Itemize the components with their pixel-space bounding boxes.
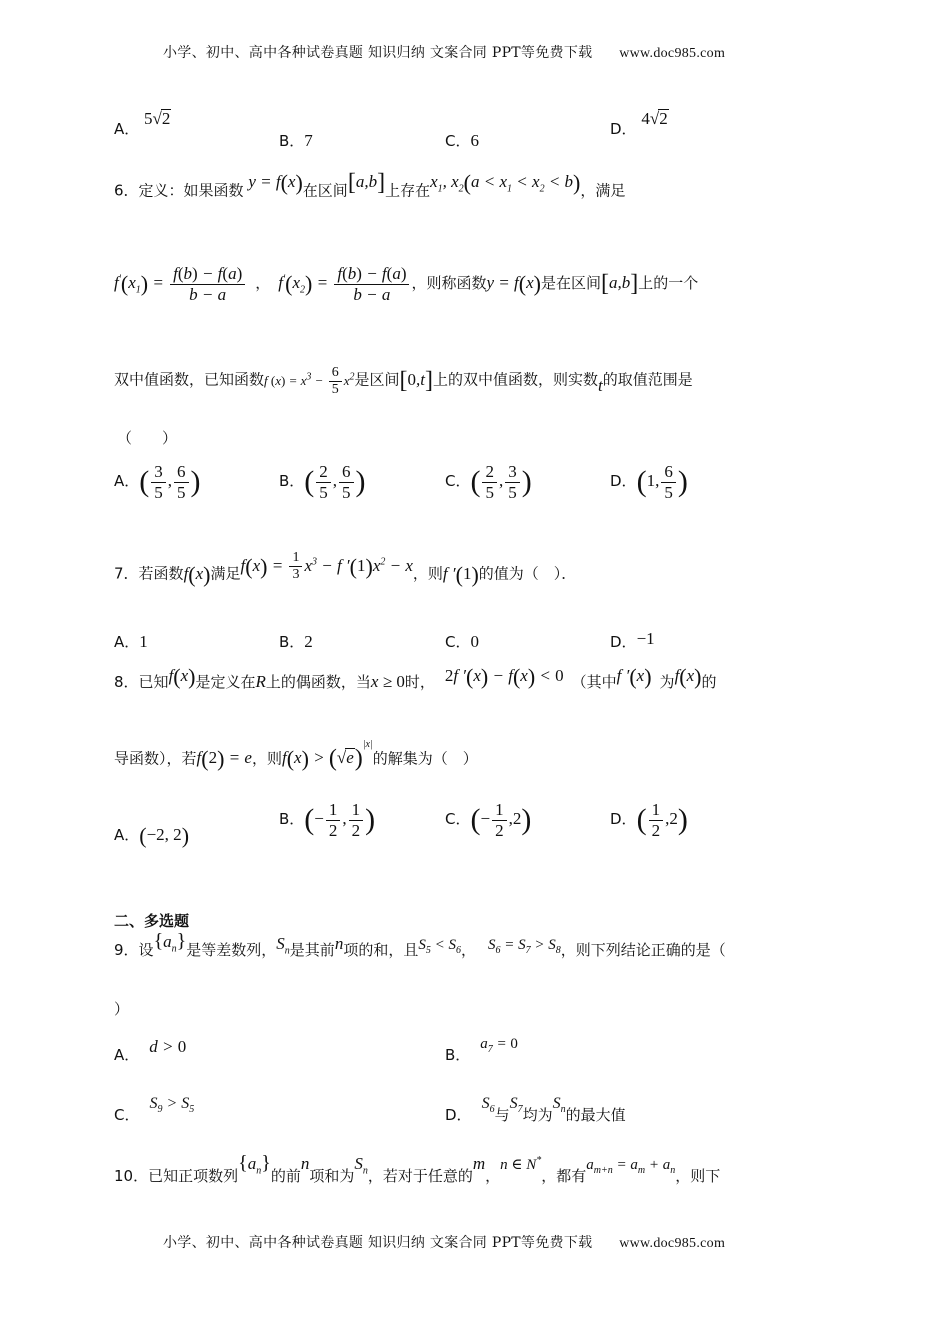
q9-paren-close: ） bbox=[114, 1000, 130, 1018]
option-value: $S_9 > S_5$ bbox=[149, 1095, 195, 1116]
text: 的解集为（ ） bbox=[372, 749, 478, 768]
formula: $S_n$ bbox=[354, 1154, 368, 1177]
option-value: 6 bbox=[470, 131, 479, 150]
q7-option-b bbox=[279, 631, 313, 652]
formula: y = f(x) bbox=[248, 170, 303, 196]
formula: $S_6 = S_7 > S_8$ bbox=[487, 937, 561, 956]
option-label: A． bbox=[114, 825, 140, 844]
q6-line-3 bbox=[114, 365, 693, 398]
text: 的最大值 bbox=[565, 1106, 626, 1124]
option-label: C． bbox=[114, 1106, 140, 1124]
formula: m bbox=[472, 1154, 486, 1173]
option-value: −1 bbox=[636, 629, 655, 648]
q9-option-c bbox=[114, 1092, 195, 1124]
q7-option-d bbox=[610, 631, 655, 652]
option-label: B． bbox=[279, 132, 305, 150]
option-label: D． bbox=[445, 1106, 472, 1124]
text: ，则 bbox=[412, 564, 443, 583]
option-label: D． bbox=[610, 633, 637, 651]
q5-option-d bbox=[610, 109, 669, 139]
formula: f ′(x) bbox=[616, 664, 652, 689]
text: 的前 bbox=[270, 1167, 301, 1185]
formula: [a,b] bbox=[600, 270, 639, 297]
q8-line-2 bbox=[114, 738, 478, 773]
formula: $a_{m+n} = a_m + a_n$ bbox=[586, 1157, 676, 1176]
text: 的取值范围是 bbox=[602, 370, 693, 389]
question-number: 8． bbox=[114, 672, 139, 691]
text: ，则 bbox=[251, 749, 282, 768]
option-label: D． bbox=[610, 809, 637, 828]
text: 已知 bbox=[138, 672, 169, 691]
text: 的值为（ ）． bbox=[478, 564, 577, 583]
formula: [a,b] bbox=[347, 170, 386, 196]
option-label: A． bbox=[114, 633, 140, 651]
option-value: 5√2 bbox=[144, 109, 171, 128]
formula: $f(x) > (√e)^{|x|}$ bbox=[281, 738, 373, 772]
q5-option-c bbox=[445, 130, 479, 151]
formula: $S_7$ bbox=[509, 1095, 523, 1116]
option-value: ( $\frac{2}{5}$ , $\frac{6}{5}$ ) bbox=[304, 462, 366, 502]
q5-option-a bbox=[114, 109, 171, 139]
option-label: A． bbox=[114, 120, 140, 138]
text: ， bbox=[485, 1167, 501, 1185]
text: ， bbox=[460, 941, 476, 959]
q9-option-b bbox=[445, 1032, 518, 1064]
option-value: (1, $\frac{6}{5}$ ) bbox=[636, 462, 688, 502]
text: 设 bbox=[138, 941, 154, 959]
q6-option-b bbox=[279, 462, 366, 502]
q6-option-d bbox=[610, 462, 688, 502]
option-value: 7 bbox=[304, 131, 313, 150]
text: 上的偶函数，当 bbox=[265, 672, 371, 691]
formula: f(x) bbox=[674, 664, 702, 689]
text: 项的和，且 bbox=[343, 941, 419, 959]
formula: f(2) = e bbox=[196, 746, 252, 772]
text: 的 bbox=[701, 672, 717, 691]
option-label: C． bbox=[445, 809, 471, 828]
formula: $\{a_n\}$ bbox=[238, 1152, 271, 1177]
text: 定义：如果函数 bbox=[138, 181, 244, 200]
text: 项和为 bbox=[309, 1167, 355, 1185]
option-value: (− $\frac{1}{2}$ , $\frac{1}{2}$ ) bbox=[304, 800, 376, 840]
q8-option-c bbox=[445, 800, 531, 840]
q9-option-a bbox=[114, 1036, 187, 1064]
option-label: B． bbox=[279, 809, 305, 828]
page-footer bbox=[163, 1232, 725, 1252]
formula: $S_5 < S_6$ bbox=[418, 937, 461, 956]
option-value: 2 bbox=[304, 632, 313, 651]
text: 为 bbox=[659, 672, 675, 691]
formula: 2f ′(x) − f(x) < 0 bbox=[444, 664, 564, 689]
text: 满足 bbox=[210, 564, 241, 583]
header-text: 小学、初中、高中各种试卷真题 知识归纳 文案合同 PPT等免费下载 bbox=[163, 45, 593, 61]
q6-option-a bbox=[114, 462, 201, 502]
formula: f(x) = $\frac{1}{3}$ $x^3 - f$ $'(1)x^2 - x$ bbox=[240, 550, 413, 583]
text: 已知正项数列 bbox=[148, 1167, 239, 1185]
option-value: ( $\frac{1}{2}$ ,2) bbox=[636, 800, 688, 840]
text: 是区间 bbox=[354, 370, 400, 389]
option-value: 0 bbox=[470, 632, 479, 651]
text: 是在区间 bbox=[540, 273, 601, 292]
text: 是定义在 bbox=[195, 672, 256, 691]
header-url: www.doc985.com bbox=[619, 46, 726, 61]
option-value: ( $\frac{2}{5}$ , $\frac{3}{5}$ ) bbox=[470, 462, 532, 502]
option-label: B． bbox=[445, 1046, 471, 1064]
text: 双中值函数，已知函数 bbox=[114, 370, 265, 389]
option-label: B． bbox=[279, 471, 305, 490]
text: 与 bbox=[494, 1106, 510, 1124]
question-number: 9． bbox=[114, 941, 139, 959]
text: 是其前 bbox=[289, 941, 335, 959]
formula: [0,t] bbox=[399, 367, 433, 394]
text: 时， bbox=[404, 672, 435, 691]
formula: f(x) bbox=[183, 561, 211, 587]
q7-option-c bbox=[445, 631, 479, 652]
option-label: A． bbox=[114, 1046, 140, 1064]
text: （其中 bbox=[571, 672, 617, 691]
formula: f $(x) = x^3$ − $\frac{6}{5}$ $x^2$ bbox=[264, 365, 355, 398]
option-label: D． bbox=[610, 471, 637, 490]
q8-option-b bbox=[279, 800, 375, 840]
text: ，则下 bbox=[675, 1167, 721, 1185]
q6-line-1 bbox=[114, 170, 626, 205]
formula: x ≥ 0 bbox=[370, 671, 405, 691]
text: 均为 bbox=[522, 1106, 553, 1124]
formula: n ∈ N* bbox=[500, 1155, 542, 1173]
formula-f-prime-x2: $f'(x_2)$ = $\frac{f(b) - f(a)}{b - a}$ bbox=[278, 273, 411, 292]
text: ，若对于任意的 bbox=[367, 1167, 473, 1185]
text: 导函数），若 bbox=[114, 749, 197, 768]
option-value: 4√2 bbox=[641, 109, 668, 128]
q6-option-c bbox=[445, 462, 532, 502]
text: ，则称函数 bbox=[411, 273, 487, 292]
q5-option-b bbox=[279, 130, 313, 151]
text: 上存在 bbox=[385, 181, 431, 200]
text: 在区间 bbox=[302, 181, 348, 200]
q6-line-2 bbox=[114, 264, 698, 304]
text: 若函数 bbox=[138, 564, 184, 583]
formula: n bbox=[300, 1154, 310, 1173]
question-number: 7． bbox=[114, 564, 139, 583]
option-label: C． bbox=[445, 471, 471, 490]
text: 是等差数列， bbox=[186, 941, 277, 959]
text: ，满足 bbox=[580, 181, 626, 200]
text: 上的一个 bbox=[638, 273, 699, 292]
option-label: C． bbox=[445, 132, 471, 150]
option-value: (− $\frac{1}{2}$ ,2) bbox=[470, 800, 532, 840]
text: ，则下列结论正确的是（ bbox=[560, 941, 726, 959]
formula: $x_1$, $x_2(a < x_1 < x_2 < b)$ bbox=[430, 170, 581, 196]
option-value: $S_6$ bbox=[481, 1095, 495, 1116]
q8-option-a bbox=[114, 823, 189, 849]
text: ，都有 bbox=[541, 1167, 587, 1185]
text: ， bbox=[255, 273, 271, 292]
page-header bbox=[163, 42, 725, 62]
q8-line-1 bbox=[114, 664, 717, 696]
option-value: $a_7 = 0$ bbox=[480, 1036, 518, 1055]
formula: $S_n$ bbox=[276, 934, 290, 957]
option-label: B． bbox=[279, 633, 305, 651]
q9-line-1 bbox=[114, 930, 726, 962]
formula: t bbox=[597, 375, 603, 395]
question-number: 6． bbox=[114, 181, 139, 200]
q10-line-1 bbox=[114, 1152, 721, 1185]
formula: R bbox=[255, 671, 266, 691]
section-title: 二、多选题 bbox=[114, 912, 190, 930]
option-value: d > 0 bbox=[149, 1037, 187, 1056]
formula: y = f(x) bbox=[486, 271, 541, 297]
formula: n bbox=[334, 934, 344, 953]
option-label: A． bbox=[114, 471, 140, 490]
footer-text: 小学、初中、高中各种试卷真题 知识归纳 文案合同 PPT等免费下载 bbox=[163, 1235, 593, 1251]
formula-f-prime-x1: $f'(x_1)$ = $\frac{f(b) - f(a)}{b - a}$ bbox=[114, 273, 247, 292]
footer-url: www.doc985.com bbox=[619, 1236, 726, 1251]
option-value: 1 bbox=[139, 632, 148, 651]
option-label: C． bbox=[445, 633, 471, 651]
q7-option-a bbox=[114, 631, 148, 652]
formula: f ′(1) bbox=[442, 561, 479, 587]
option-value: ( $\frac{3}{5}$ , $\frac{6}{5}$ ) bbox=[139, 462, 201, 502]
answer-paren: （ ） bbox=[117, 429, 178, 447]
q7-line-1 bbox=[114, 550, 577, 591]
option-label: D． bbox=[610, 120, 637, 138]
question-number: 10． bbox=[114, 1167, 149, 1185]
option-value: (−2, 2) bbox=[139, 823, 190, 848]
q9-option-d bbox=[445, 1092, 626, 1124]
formula: $S_n$ bbox=[552, 1095, 566, 1116]
formula: f(x) bbox=[168, 664, 196, 689]
text: 上的双中值函数，则实数 bbox=[432, 370, 598, 389]
q8-option-d bbox=[610, 800, 688, 840]
formula: $\{a_n\}$ bbox=[153, 930, 187, 955]
